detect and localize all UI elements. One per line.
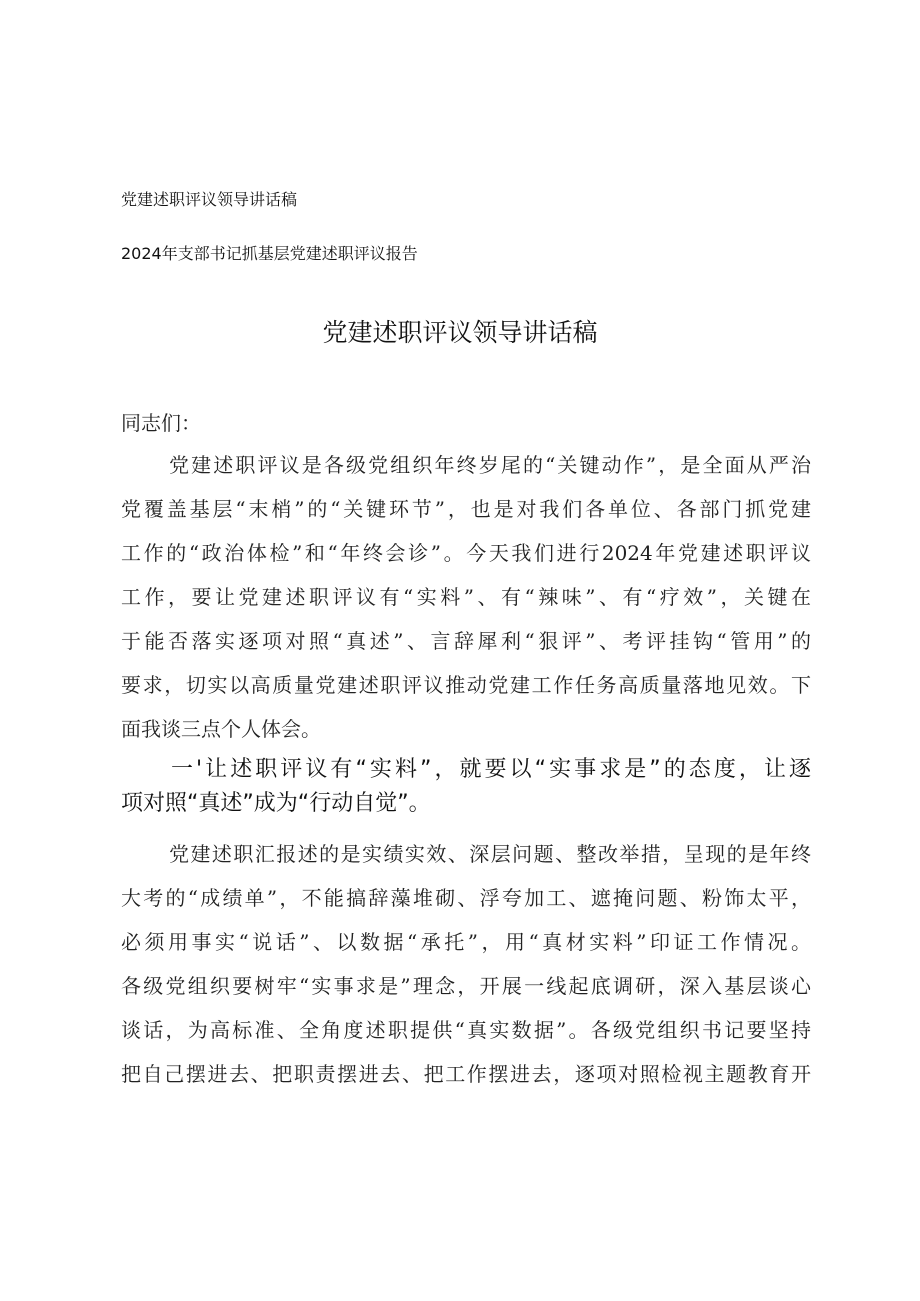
paragraph-line: 大考的“成绩单”，不能搞辞藻堆砌、浮夸加工、遮掩问题、粉饰太平， — [121, 886, 811, 910]
salutation: 同志们： — [121, 411, 201, 435]
paragraph-line: 面我谈三点个人体会。 — [121, 717, 321, 741]
paragraph-line: 党建述职汇报述的是实绩实效、深层问题、整改举措，呈现的是年终 — [169, 842, 811, 866]
paragraph-line: 党覆盖基层“末梢”的“关键环节”，也是对我们各单位、各部门抓党建 — [121, 497, 811, 521]
paragraph-line: 要求，切实以高质量党建述职评议推动党建工作任务高质量落地见效。下 — [121, 673, 811, 697]
document-title: 党建述职评议领导讲话稿 — [322, 318, 598, 347]
paragraph-line: 工作的“政治体检”和“年终会诊”。今天我们进行2024年党建述职评议 — [121, 541, 811, 565]
paragraph-intro — [121, 443, 811, 751]
heading-line: 一'让述职评议有“实料”，就要以“实事求是”的态度，让逐 — [171, 757, 811, 782]
toc-line-speech: 党建述职评议领导讲话稿 — [121, 190, 298, 209]
paragraph-line: 于能否落实逐项对照“真述”、言辞犀利“狠评”、考评挂钩“管用”的 — [121, 629, 811, 653]
paragraph-line: 各级党组织要树牢“实事求是”理念，开展一线起底调研，深入基层谈心 — [121, 974, 811, 998]
section-heading-1 — [121, 753, 811, 821]
paragraph-section-1 — [121, 832, 811, 1096]
paragraph-line: 必须用事实“说话”、以数据“承托”，用“真材实料”印证工作情况。 — [121, 930, 811, 954]
paragraph-line: 党建述职评议是各级党组织年终岁尾的“关键动作”，是全面从严治 — [169, 453, 811, 477]
heading-line: 项对照“真述”成为“行动自觉”。 — [121, 791, 431, 816]
toc-line-report: 2024年支部书记抓基层党建述职评议报告 — [121, 244, 418, 263]
paragraph-line: 谈话，为高标准、全角度述职提供“真实数据”。各级党组织书记要坚持 — [121, 1018, 811, 1042]
paragraph-line: 工作，要让党建述职评议有“实料”、有“辣味”、有“疗效”，关键在 — [121, 585, 811, 609]
paragraph-line: 把自己摆进去、把职责摆进去、把工作摆进去，逐项对照检视主题教育开 — [121, 1062, 811, 1086]
